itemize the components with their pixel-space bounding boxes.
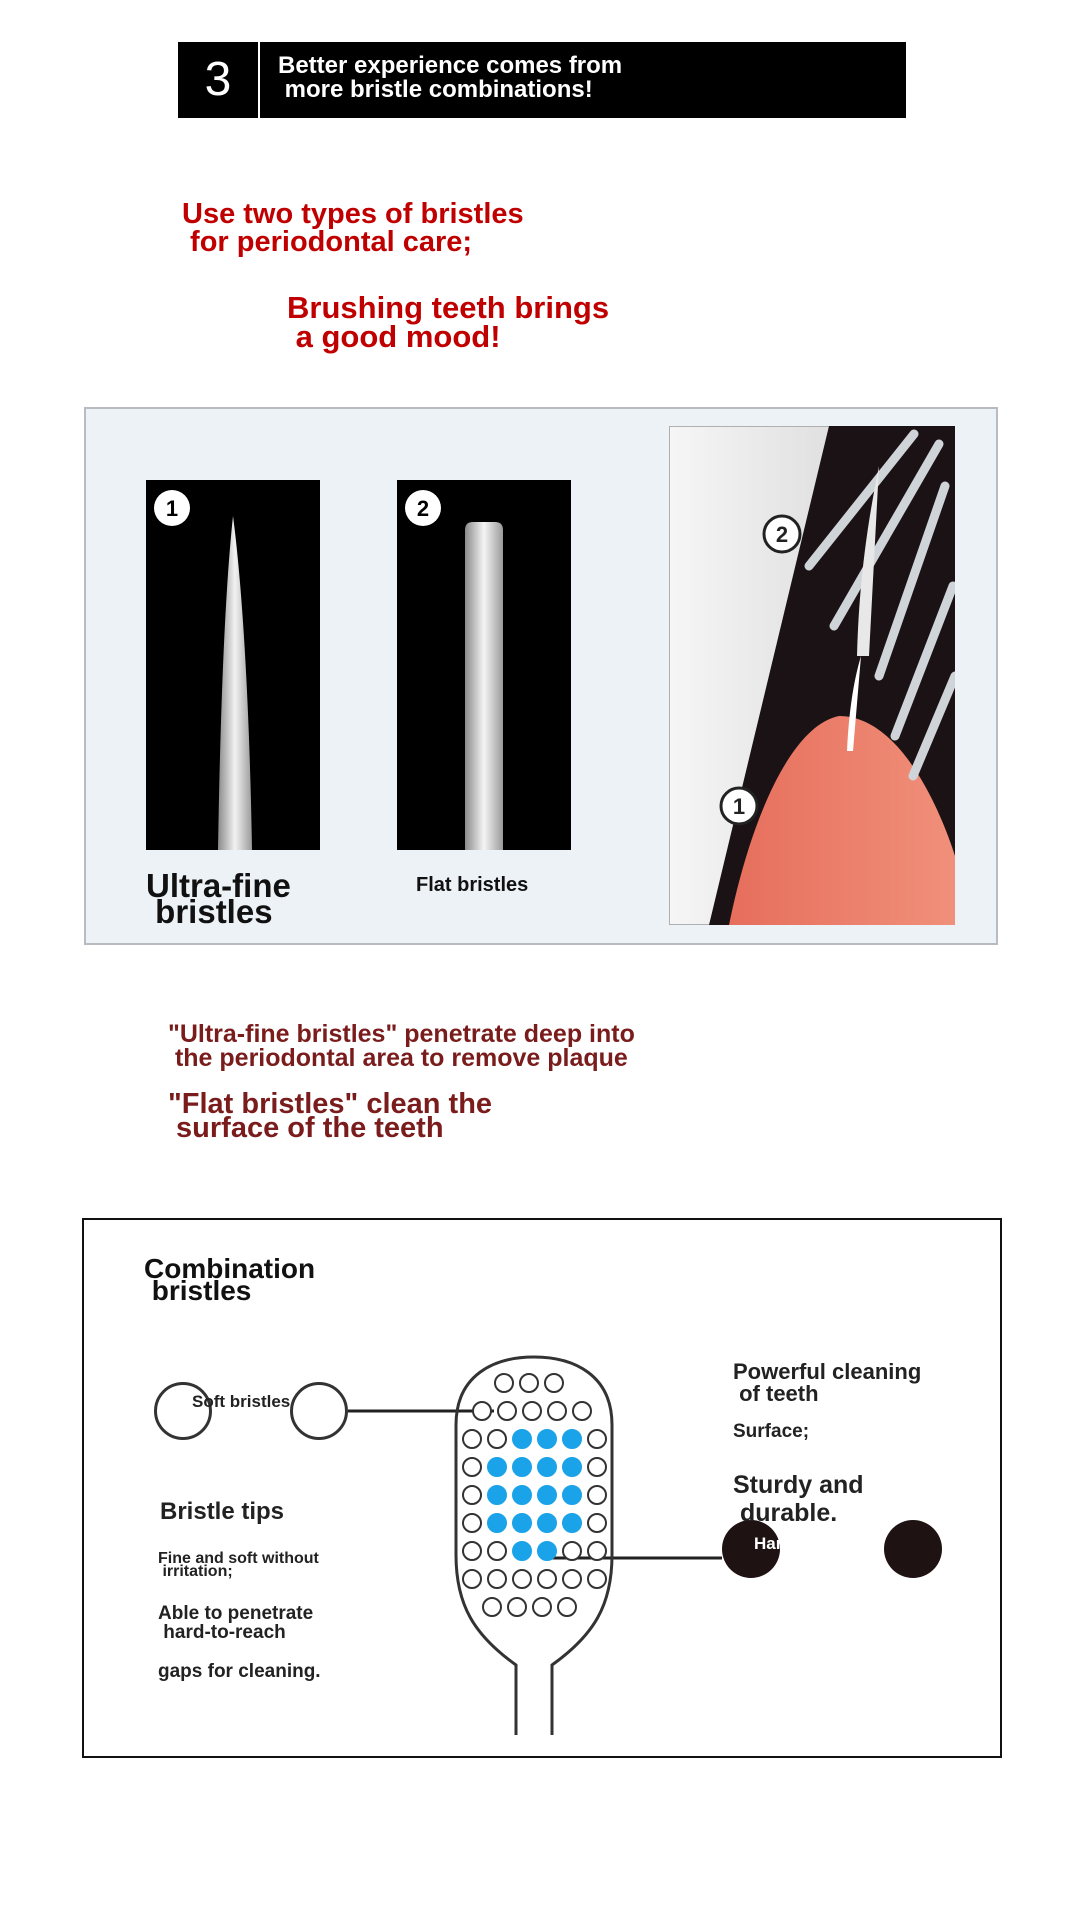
ultrafine-bristle-card xyxy=(146,480,320,850)
soft-bristle-dot xyxy=(563,1542,581,1560)
hard-bristle-dot xyxy=(538,1430,556,1448)
soft-bristle-dot xyxy=(588,1430,606,1448)
soft-bristle-dot xyxy=(588,1486,606,1504)
hard-bristle-dot xyxy=(488,1486,506,1504)
hard-bristle-dot xyxy=(563,1486,581,1504)
right-3-line-a: Sturdy and xyxy=(733,1471,864,1499)
combination-title-line-1: Combination xyxy=(144,1253,316,1284)
soft-bristle-dot xyxy=(520,1374,538,1392)
soft-bristle-dot xyxy=(523,1402,541,1420)
hard-bristles-label: Hard bristles xyxy=(754,1534,858,1553)
soft-bristle-dot xyxy=(463,1514,481,1532)
flat-label: Flat bristles xyxy=(416,874,529,896)
description-1-line-a: "Ultra-fine bristles" penetrate deep into xyxy=(168,1020,635,1048)
soft-bristle-dot xyxy=(558,1598,576,1616)
header-title-line-1: Better experience comes from xyxy=(278,52,623,79)
illustration-marker-1: 1 xyxy=(732,794,746,819)
soft-bristle-dot xyxy=(498,1402,516,1420)
bristle-description xyxy=(168,1020,635,1144)
combination-bristles-box xyxy=(82,1218,1002,1758)
tips-3-line: gaps for cleaning. xyxy=(158,1661,321,1682)
description-ultrafine xyxy=(168,1022,635,1070)
hard-bristle-dot xyxy=(513,1542,531,1560)
hard-bristle-dot xyxy=(513,1430,531,1448)
soft-bristle-dot xyxy=(463,1570,481,1588)
bristle-tips-title: Bristle tips xyxy=(160,1498,285,1525)
hard-bristle-dot xyxy=(538,1486,556,1504)
header-bar xyxy=(178,42,906,118)
soft-bristle-dot xyxy=(573,1402,591,1420)
soft-bristle-dot xyxy=(488,1570,506,1588)
bristle-dot-grid xyxy=(463,1374,606,1616)
hard-bristle-dot xyxy=(488,1514,506,1532)
step-number: 3 xyxy=(204,53,232,106)
combination-title-line-2: bristles xyxy=(144,1275,252,1306)
soft-bristle-dot xyxy=(473,1402,491,1420)
ultrafine-label xyxy=(146,867,291,930)
soft-bristle-dot xyxy=(513,1570,531,1588)
soft-bristle-dot xyxy=(588,1542,606,1560)
hard-bristle-dot xyxy=(538,1542,556,1560)
hard-bristle-dot xyxy=(513,1486,531,1504)
soft-bristle-dot xyxy=(563,1570,581,1588)
gum-bristle-illustration xyxy=(669,426,955,925)
right-3-line-b: durable. xyxy=(733,1499,838,1527)
right-1-line-b: of teeth xyxy=(733,1381,819,1406)
hard-bristle-dot xyxy=(513,1514,531,1532)
hard-bristle-dot xyxy=(488,1458,506,1476)
soft-bristle-dot xyxy=(588,1458,606,1476)
toothbrush-head-icon xyxy=(454,1355,614,1745)
tagline-2-line-b: a good mood! xyxy=(287,319,501,354)
tips-1-line-b: irritation; xyxy=(158,1563,233,1580)
ultrafine-label-line-2: bristles xyxy=(146,893,273,930)
soft-bristle-dot xyxy=(548,1402,566,1420)
soft-bristle-dot xyxy=(463,1486,481,1504)
header-title xyxy=(278,54,878,102)
description-2-line-b: surface of the teeth xyxy=(168,1112,444,1144)
tips-2-line-b: hard-to-reach xyxy=(158,1622,286,1643)
card-1-number: 1 xyxy=(165,496,179,521)
flat-bristle-card xyxy=(397,480,571,850)
soft-bristle-dot xyxy=(538,1570,556,1588)
description-2-line-a: "Flat bristles" clean the xyxy=(168,1088,493,1120)
header-divider xyxy=(258,42,260,118)
illustration-marker-2: 2 xyxy=(775,522,789,547)
tagline-good-mood xyxy=(287,290,610,354)
soft-bristle-dot xyxy=(588,1570,606,1588)
soft-bristle-dot xyxy=(463,1430,481,1448)
hard-bristle-dot xyxy=(513,1458,531,1476)
flat-bristle-icon xyxy=(397,480,571,850)
hard-bristle-dot xyxy=(538,1514,556,1532)
tagline-periodontal xyxy=(182,200,524,256)
right-2-line: Surface; xyxy=(733,1421,810,1442)
tagline-1-line-b: for periodontal care; xyxy=(182,226,473,258)
ultrafine-bristle-icon xyxy=(146,480,320,850)
right-1-line-a: Powerful cleaning xyxy=(733,1359,922,1384)
soft-bristles-label: Soft bristles xyxy=(192,1392,291,1411)
soft-bristle-dot xyxy=(533,1598,551,1616)
header-title-line-2: more bristle combinations! xyxy=(278,76,593,103)
soft-bristle-dot xyxy=(508,1598,526,1616)
soft-bristle-dot xyxy=(463,1542,481,1560)
hard-bristle-dot xyxy=(563,1458,581,1476)
tagline-2-line-a: Brushing teeth brings xyxy=(287,290,610,325)
soft-bristle-dot xyxy=(588,1514,606,1532)
description-flat xyxy=(168,1088,635,1144)
soft-bristle-dot xyxy=(488,1542,506,1560)
tips-2-line-a: Able to penetrate xyxy=(158,1603,314,1624)
card-2-number: 2 xyxy=(416,496,430,521)
tips-1-line-a: Fine and soft without xyxy=(158,1550,319,1567)
soft-bristle-dot xyxy=(488,1430,506,1448)
soft-bristle-dot xyxy=(495,1374,513,1392)
soft-bristle-dot xyxy=(545,1374,563,1392)
hard-bristle-dot xyxy=(563,1430,581,1448)
ultrafine-label-line-1: Ultra-fine xyxy=(146,867,291,904)
hard-bristle-dot xyxy=(538,1458,556,1476)
bristle-comparison-panel xyxy=(84,407,998,945)
tagline-1-line-a: Use two types of bristles xyxy=(182,198,524,230)
soft-bristle-dot xyxy=(463,1458,481,1476)
hard-bristle-dot xyxy=(563,1514,581,1532)
soft-bristle-dot xyxy=(483,1598,501,1616)
description-1-line-b: the periodontal area to remove plaque xyxy=(168,1044,628,1072)
